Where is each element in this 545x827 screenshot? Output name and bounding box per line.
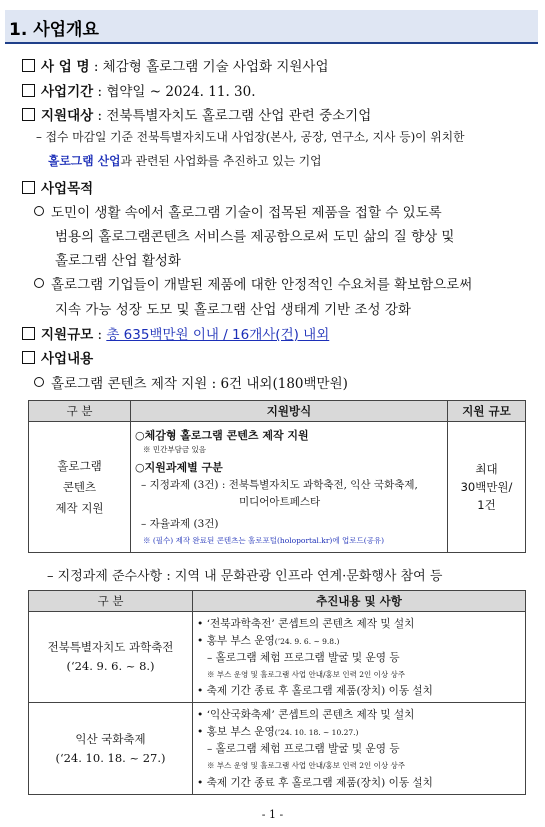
checkbox-icon [22,351,35,364]
checkbox-icon [22,181,35,194]
table-row [29,703,526,795]
purpose-1-line-1: 도민이 생활 속에서 홀로그램 기술이 접목된 제품을 접할 수 있도록 [34,201,442,221]
item-business-name: 사 업 명 : 체감형 홀로그램 기술 사업화 지원사업 [22,55,329,75]
purpose-2-line-2: 지속 가능 성장 도모 및 홀로그램 산업 생태계 기반 조성 강화 [55,302,411,318]
item-purpose: 사업목적 [22,177,93,197]
purpose-1-line-2: 범용의 홀로그램콘텐츠 서비스를 제공함으로써 도민 삶의 질 향상 및 [55,229,455,245]
festival-name-cell: 익산 국화축제 (‘24. 10. 18. ~ 27.) [29,703,193,795]
target-note-line-2: 홀로그램 산업과 관련된 사업화를 추진하고 있는 기업 [48,154,322,168]
festival-content-cell: • ‘전북과학축전’ 콘셉트의 콘텐츠 제작 및 설치 • 홍부 부스 운영(’24. 9. 6. ~ 9.8.) – 홀로그램 체험 프로그램 발굴 및 운영 등 ※ 부스 운영 및 홀로그램 사업 안내/홍보 인력 2인 이상 상주 • 축제 기간 종료 후 홀로그램 제품(장치) 이동 설치 [193,612,526,703]
table1-method-cell: ○체감형 홀로그램 콘텐츠 제작 지원 ※ 민간부담금 있음 ○지원과제별 구분 – 지정과제 (3건) : 전북특별자치도 과학축전, 익산 국화축제, 미디어아트페스타 – 자율과제 (3건) ※ (필수) 제작 완료된 콘텐츠는 홀로포털(holoportal.kr)에 업로드(공유) [131,422,448,553]
festival-name-cell: 전북특별자치도 과학축전 (‘24. 9. 6. ~ 8.) [29,612,193,703]
table2-header-category: 구 분 [29,591,193,612]
content-sub: 홀로그램 콘텐츠 제작 지원 : 6건 내외(180백만원) [34,372,348,392]
table1-header-scale: 지원 규모 [448,401,526,422]
table2-header-content: 추진내용 및 사항 [193,591,526,612]
checkbox-icon [22,327,35,340]
checkbox-icon [22,84,35,97]
table1-header-category: 구 분 [29,401,131,422]
purpose-2-line-1: 홀로그램 기업들이 개발된 제품에 대한 안정적인 수요처를 확보함으로써 [34,273,472,293]
highlight-hologram-industry: 홀로그램 산업 [48,154,121,168]
section-title: 1. 사업개요 [9,20,99,40]
table1-header-method: 지원방식 [131,401,448,422]
circle-bullet-icon [34,377,44,387]
item-business-content: 사업내용 [22,347,93,367]
item-support-target: 지원대상 : 전북특별자치도 홀로그램 산업 관련 중소기업 [22,104,371,124]
support-method-table [28,400,526,553]
compliance-note: – 지정과제 준수사항 : 지역 내 문화관광 인프라 연계·문화행사 참여 등 [47,569,443,584]
support-scale-value: 총 635백만원 이내 / 16개사(건) 내외 [106,327,330,343]
circle-bullet-icon [34,278,44,288]
table1-scale-cell: 최대 30백만원/ 1건 [448,422,526,553]
item-support-scale: 지원규모 : 총 635백만원 이내 / 16개사(건) 내외 [22,323,329,343]
table1-category-cell: 홀로그램 콘텐츠 제작 지원 [29,422,131,553]
item-business-period: 사업기간 : 협약일 ~ 2024. 11. 30. [22,80,256,100]
checkbox-icon [22,59,35,72]
festival-table [28,590,526,795]
page-number: - 1 - [261,808,284,821]
table-row [29,612,526,703]
circle-bullet-icon [34,206,44,216]
section-header [5,10,538,44]
festival-content-cell: • ‘익산국화축제’ 콘셉트의 콘텐츠 제작 및 설치 • 홍보 부스 운영(’24. 10. 18. ~ 10.27.) – 홀로그램 체험 프로그램 발굴 및 운영 등 ※ 부스 운영 및 홀로그램 사업 안내/홍보 인력 2인 이상 상주 • 축제 기간 종료 후 홀로그램 제품(장치) 이동 설치 [193,703,526,795]
target-note-line-1: – 접수 마감일 기준 전북특별자치도내 사업장(본사, 공장, 연구소, 지사 등)이 위치한 [36,130,465,144]
checkbox-icon [22,108,35,121]
required-upload-note: ※ (필수) 제작 완료된 콘텐츠는 홀로포털(holoportal.kr)에 업로드(공유) [143,536,385,545]
purpose-1-line-3: 홀로그램 산업 활성화 [55,253,181,269]
